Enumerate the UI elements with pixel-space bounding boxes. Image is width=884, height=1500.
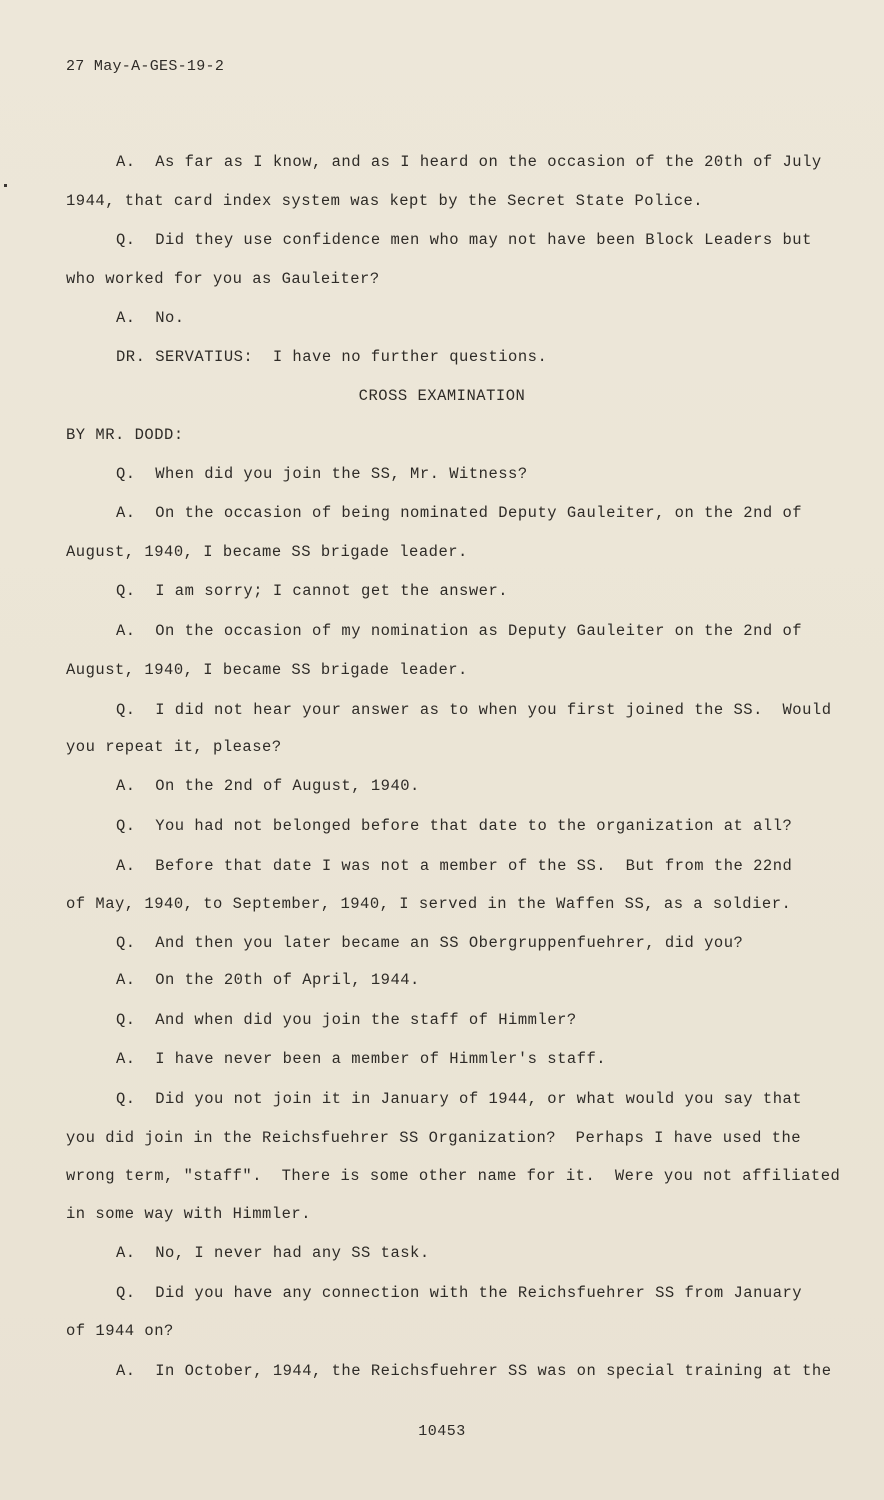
- text-line: A. Before that date I was not a member of the SS. But from the 22nd: [116, 857, 793, 875]
- speaker-line: BY MR. DODD:: [66, 426, 184, 444]
- text-line: in some way with Himmler.: [66, 1205, 312, 1223]
- text-line: A. No, I never had any SS task.: [116, 1244, 430, 1262]
- text-line: who worked for you as Gauleiter?: [66, 270, 380, 288]
- document-header: 27 May-A-GES-19-2: [66, 58, 225, 75]
- text-line: August, 1940, I became SS brigade leader.: [66, 661, 468, 679]
- text-line: A. In October, 1944, the Reichsfuehrer SS was on special training at the: [116, 1362, 832, 1380]
- text-line: A. On the 20th of April, 1944.: [116, 971, 420, 989]
- speaker-line: DR. SERVATIUS: I have no further questions.: [116, 348, 548, 366]
- text-line: Q. Did they use confidence men who may not have been Block Leaders but: [116, 231, 812, 249]
- text-line: Q. And when did you join the staff of Himmler?: [116, 1011, 577, 1029]
- section-heading: CROSS EXAMINATION: [358, 387, 526, 405]
- text-line: A. No.: [116, 309, 185, 327]
- text-line: you repeat it, please?: [66, 738, 282, 756]
- text-line: A. On the occasion of my nomination as Deputy Gauleiter on the 2nd of: [116, 622, 803, 640]
- text-line: 1944, that card index system was kept by the Secret State Police.: [66, 192, 704, 210]
- text-line: wrong term, "staff". There is some other name for it. Were you not affiliated: [66, 1167, 841, 1185]
- text-line: of 1944 on?: [66, 1322, 174, 1340]
- text-line: you did join in the Reichsfuehrer SS Organization? Perhaps I have used the: [66, 1129, 802, 1147]
- text-line: A. As far as I know, and as I heard on the occasion of the 20th of July: [116, 153, 822, 171]
- text-line: Q. Did you not join it in January of 1944, or what would you say that: [116, 1090, 803, 1108]
- text-line: A. On the 2nd of August, 1940.: [116, 777, 420, 795]
- text-line: Q. I am sorry; I cannot get the answer.: [116, 582, 509, 600]
- text-line: A. I have never been a member of Himmler's staff.: [116, 1050, 607, 1068]
- text-line: of May, 1940, to September, 1940, I served in the Waffen SS, as a soldier.: [66, 895, 792, 913]
- text-line: A. On the occasion of being nominated Deputy Gauleiter, on the 2nd of: [116, 504, 803, 522]
- text-line: August, 1940, I became SS brigade leader.: [66, 543, 468, 561]
- text-line: Q. You had not belonged before that date to the organization at all?: [116, 817, 793, 835]
- text-line: Q. When did you join the SS, Mr. Witness?: [116, 465, 528, 483]
- text-line: Q. Did you have any connection with the Reichsfuehrer SS from January: [116, 1284, 803, 1302]
- text-line: Q. I did not hear your answer as to when you first joined the SS. Would: [116, 701, 832, 719]
- text-line: Q. And then you later became an SS Obergruppenfuehrer, did you?: [116, 934, 744, 952]
- margin-mark: [4, 184, 7, 187]
- page-number: 10453: [418, 1423, 466, 1440]
